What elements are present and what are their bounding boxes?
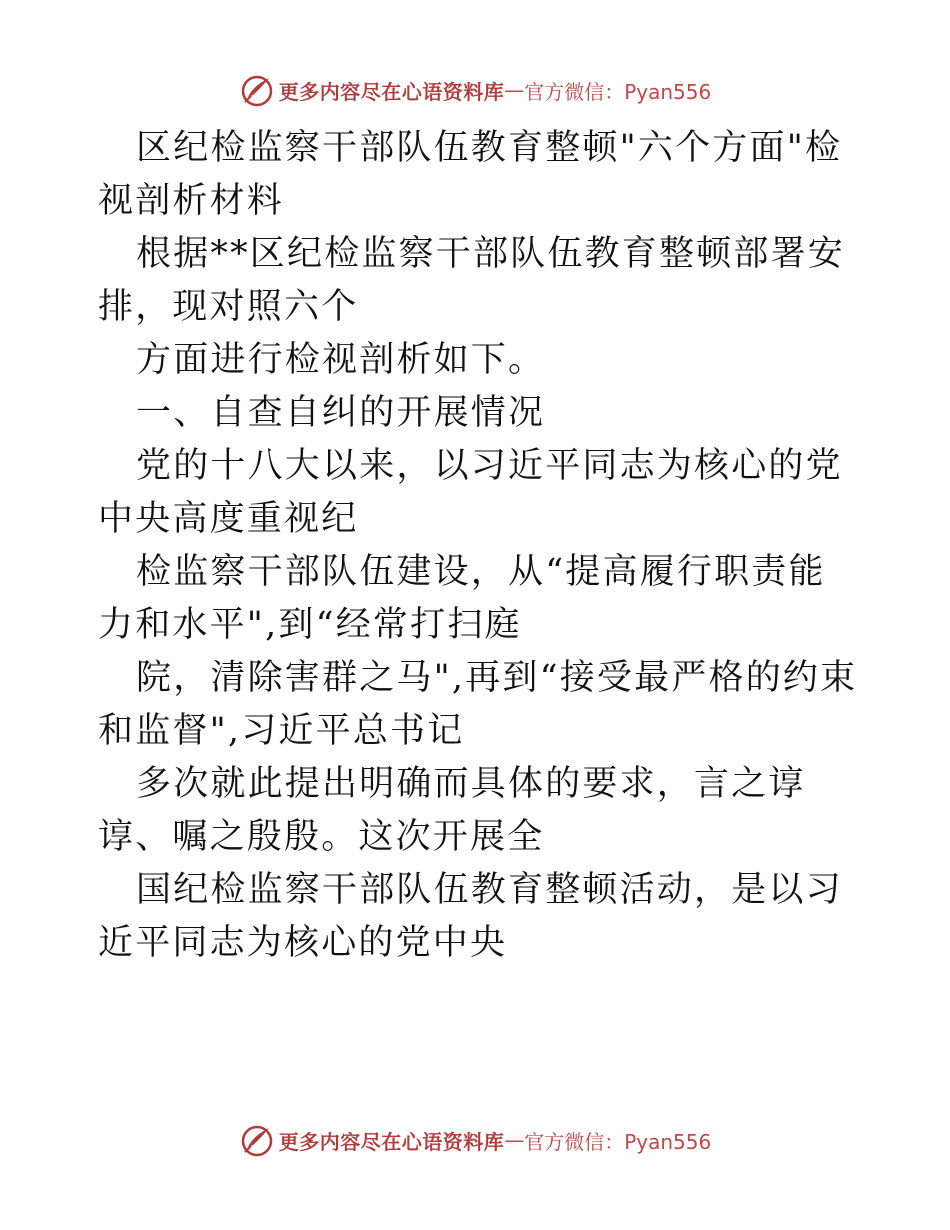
banner-wechat-text: 官方微信：Pyan556 [524,1129,712,1154]
paragraph: 国纪检监察干部队伍教育整顿活动，是以习近平同志为核心的党中央 [98,870,843,963]
banner-site-text: 更多内容尽在心语资料库 [278,1129,505,1154]
paragraph: 院，清除害群之马",再到“接受最严格的约束和监督",习近平总书记 [98,658,858,751]
banner-site-text: 更多内容尽在心语资料库 [278,79,505,104]
paragraph: 多次就此提出明确而具体的要求，言之谆谆、嘱之殷殷。这次开展全 [98,764,806,857]
document-body [98,122,858,970]
paragraph: 方面进行检视剖析如下。 [136,340,546,380]
quill-pen-logo-icon [239,72,275,108]
paragraph: 根据**区纪检监察干部队伍教育整顿部署安排，现对照六个 [98,234,846,327]
quill-pen-logo-icon [239,1122,275,1158]
banner-wechat-text: 官方微信：Pyan556 [524,79,712,104]
banner-separator: — [504,78,525,102]
section-heading: 一、自查自纠的开展情况 [136,393,546,433]
document-title: 区纪检监察干部队伍教育整顿"六个方面"检视剖析材料 [98,128,843,221]
banner-separator: — [504,1128,525,1152]
header-watermark-banner [0,70,950,110]
paragraph: 党的十八大以来，以习近平同志为核心的党中央高度重视纪 [98,446,843,539]
paragraph: 检监察干部队伍建设，从“提高履行职责能力和水平",到“经常打扫庭 [98,552,826,645]
footer-watermark-banner [0,1120,950,1160]
